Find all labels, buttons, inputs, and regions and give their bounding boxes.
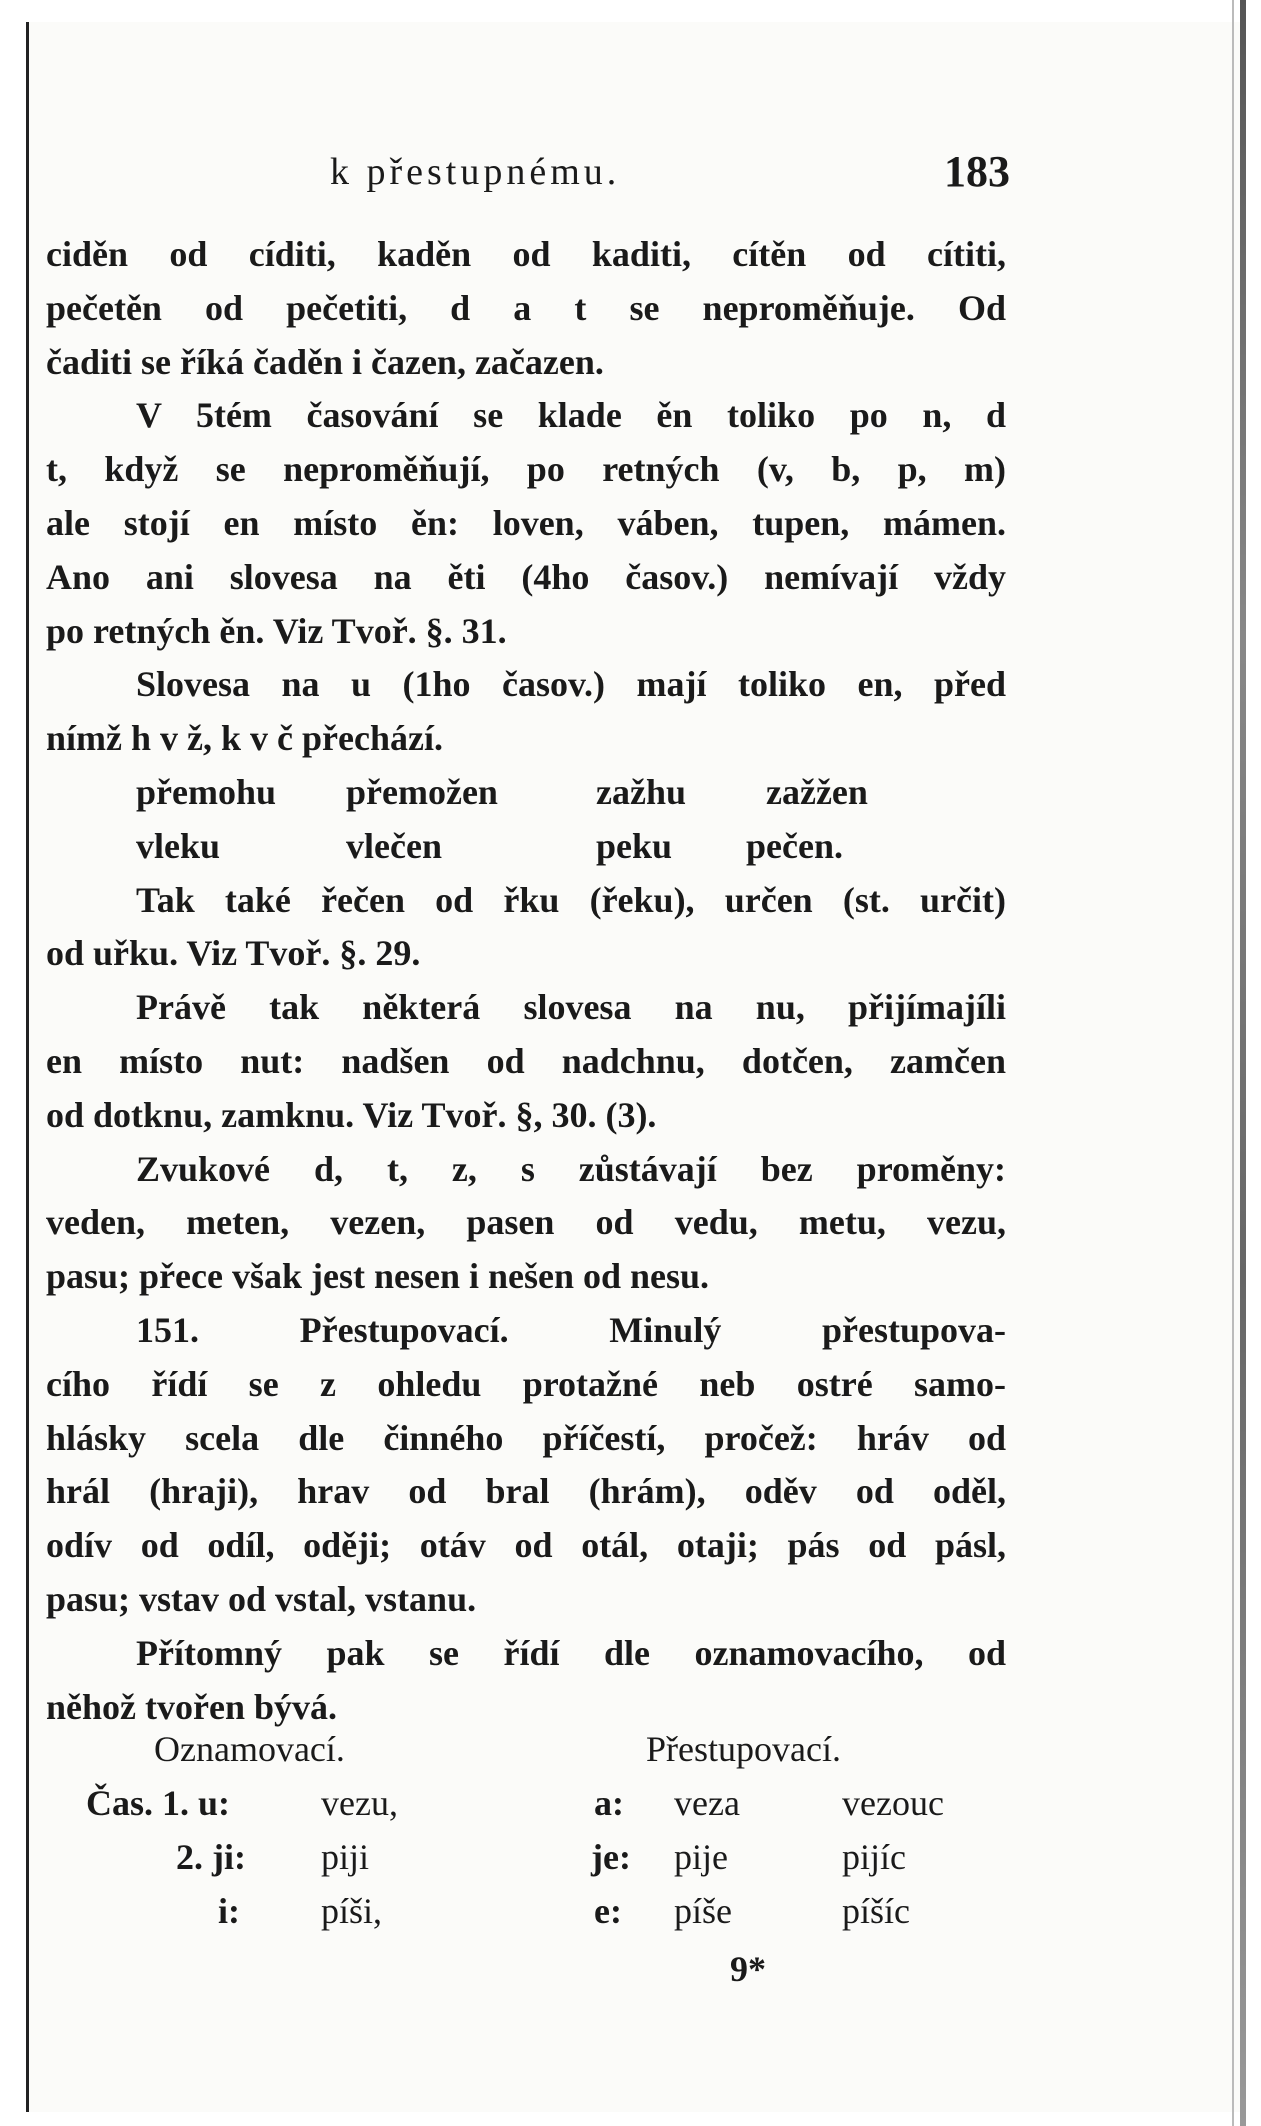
row-form2: pijíc [842,1837,906,1877]
text-line: t, když se neproměňují, po retných (v, b, p, m) [46,449,1006,490]
text-line: od dotknu, zamknu. Viz Tvoř. §, 30. (3). [46,1094,657,1135]
text-line: pečetěn od pečetiti, d a t se neproměňuje. Od [46,287,1006,328]
row-ending: a: [594,1783,624,1823]
text-line: po retných ěn. Viz Tvoř. §. 31. [46,610,507,651]
row-form1: píše [674,1891,732,1931]
text-line: od uřku. Viz Tvoř. §. 29. [46,933,421,974]
row-label: 2. ji: [176,1837,246,1877]
text-line: odív od odíl, oději; otáv od otál, otaji; pás od pásl, [46,1525,1006,1566]
row-label: Čas. 1. u: [86,1783,231,1823]
example-word: přemožen [346,771,498,812]
text-line: Právě tak některá slovesa na nu, přijímajíli [136,987,1006,1028]
table-row [46,1890,1006,1944]
text-line: Tak také řečen od řku (řeku), určen (st. určit) [136,879,1006,920]
example-word: zažhu [596,771,686,812]
example-word: přemohu [136,771,277,812]
text-line: Přítomný pak se řídí dle oznamovacího, od [136,1632,1006,1673]
running-header [330,147,1010,210]
row-ending: je: [591,1837,631,1877]
example-word: vlečen [346,825,442,866]
table-header-right: Přestupovací. [646,1729,841,1769]
text-line: ale stojí en místo ěn: loven, váben, tupen, mámen. [46,502,1006,543]
table-row [46,1782,1006,1836]
row-ending: e: [594,1891,622,1931]
text-line: hlásky scela dle činného příčestí, pročež: hráv od [46,1417,1006,1458]
text-line: Slovesa na u (1ho časov.) mají toliko en, před [136,664,1006,705]
row-verb: piji [321,1837,370,1877]
body-text [46,228,1006,1734]
text-line: něhož tvořen bývá. [46,1686,337,1727]
text-line: čaditi se říká čaděn i čazen, začazen. [46,341,604,382]
text-line: pasu; přece však jest nesen i nešen od nesu. [46,1256,710,1297]
table-header-row [46,1728,1006,1782]
text-line: pasu; vstav od vstal, vstanu. [46,1578,477,1619]
row-verb: vezu, [321,1783,398,1823]
row-form1: veza [674,1783,740,1823]
row-verb: píši, [321,1891,383,1931]
row-label: i: [218,1891,240,1931]
page-edge-shadow [1232,0,1234,2126]
row-form1: pije [674,1837,728,1877]
row-form2: vezouc [842,1783,944,1823]
text-line: Zvukové d, t, z, s zůstávají bez proměny: [136,1148,1006,1189]
text-line: Ano ani slovesa na ěti (4ho časov.) nemívají vždy [46,556,1006,597]
text-line: nímž h v ž, k v č přechází. [46,718,443,759]
table-header-left: Oznamovací. [154,1729,345,1769]
text-line: veden, meten, vezen, pasen od vedu, metu, vezu, [46,1202,1006,1243]
example-row [46,820,1006,874]
text-line: hrál (hraji), hrav od bral (hrám), oděv od oděl, [46,1471,1006,1512]
text-line: ciděn od cíditi, kaděn od kaditi, cítěn od cítiti, [46,234,1006,274]
example-word: peku [596,825,673,866]
page-edge [1240,0,1246,2126]
page-number: 183 [944,147,1010,196]
signature-mark: 9* [730,1949,766,1989]
example-word: vleku [136,825,221,866]
text-line: V 5tém časování se klade ěn toliko po n, d [136,395,1006,436]
example-word: pečen. [746,825,843,866]
running-title: k přestupnému. [330,151,621,193]
row-form2: píšíc [842,1891,910,1931]
table-row [46,1836,1006,1890]
text-line: cího řídí se z ohledu protažné neb ostré samo- [46,1363,1006,1404]
example-row [46,766,1006,820]
text-line: en místo nut: nadšen od nadchnu, dotčen, zamčen [46,1040,1006,1081]
example-word: zažžen [766,771,868,812]
section-heading-line: 151. Přestupovací. Minulý přestupova- [136,1309,1006,1350]
